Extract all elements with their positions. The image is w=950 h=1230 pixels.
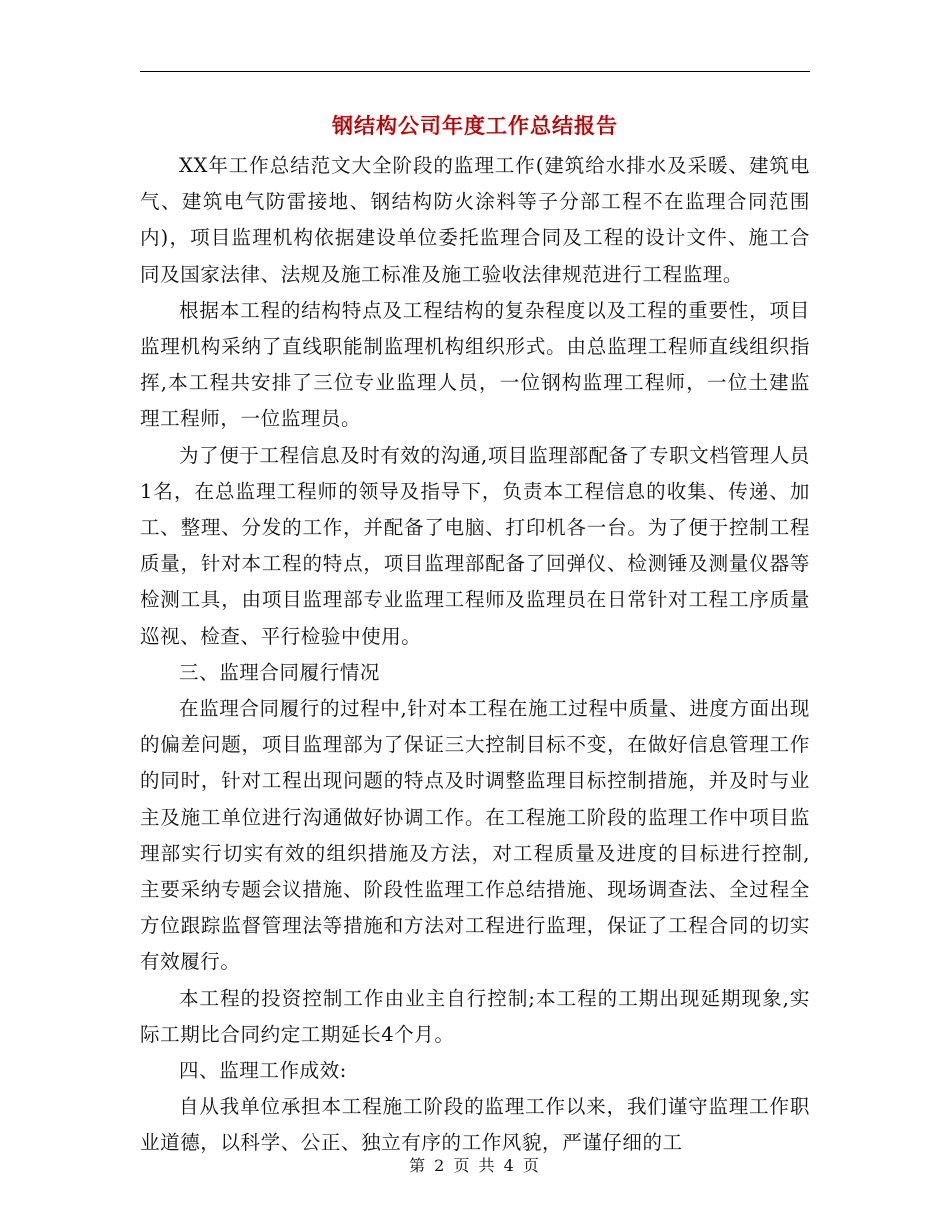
page-title: 钢结构公司年度工作总结报告 (332, 113, 618, 138)
document-body (140, 148, 810, 1162)
section-heading-4: 四、监理工作成效: (179, 1059, 347, 1083)
page-footer: 第 2 页 共 4 页 (409, 1156, 541, 1175)
paragraph-5: 本工程的投资控制工作由业主自行控制;本工程的工期出现延期现象,实际工期比合同约定工期延长4个月。 (140, 986, 810, 1046)
paragraph-3: 为了便于工程信息及时有效的沟通,项目监理部配备了专职文档管理人员1名，在总监理工程师的领导及指导下，负责本工程信息的收集、传递、加工、整理、分发的工作，并配备了电脑、打印机各一台。为了便于控制工程质量，针对本工程的特点，项目监理部配备了回弹仪、检测锤及测量仪器等检测工具，由项目监理部专业监理工程师及监理员在日常针对工程工序质量巡视、检查、平行检验中使用。 (140, 443, 810, 648)
header-rule (140, 71, 810, 72)
section-heading-3: 三、监理合同履行情况 (179, 660, 381, 684)
paragraph-2: 根据本工程的结构特点及工程结构的复杂程度以及工程的重要性，项目监理机构采纳了直线职能制监理机构组织形式。由总监理工程师直线组织指挥,本工程共安排了三位专业监理人员，一位钢构监理工程师，一位土建监理工程师，一位监理员。 (140, 298, 810, 431)
paragraph-1: XX年工作总结范文大全阶段的监理工作(建筑给水排水及采暖、建筑电气、建筑电气防雷接地、钢结构防火涂料等子分部工程不在监理合同范围内)，项目监理机构依据建设单位委托监理合同及工程的设计文件、施工合同及国家法律、法规及施工标准及施工验收法律规范进行工程监理。 (140, 154, 810, 286)
paragraph-6: 自从我单位承担本工程施工阶段的监理工作以来，我们谨守监理工作职业道德，以科学、公正、独立有序的工作风貌，严谨仔细的工 (140, 1095, 810, 1155)
paragraph-4: 在监理合同履行的过程中,针对本工程在施工过程中质量、进度方面出现的偏差问题，项目监理部为了保证三大控制目标不变，在做好信息管理工作的同时，针对工程出现问题的特点及时调整监理目标控制措施，并及时与业主及施工单位进行沟通做好协调工作。在工程施工阶段的监理工作中项目监理部实行切实有效的组织措施及方法，对工程质量及进度的目标进行控制,主要采纳专题会议措施、阶段性监理工作总结措施、现场调查法、全过程全方位跟踪监督管理法等措施和方法对工程进行监理，保证了工程合同的切实有效履行。 (140, 697, 810, 974)
